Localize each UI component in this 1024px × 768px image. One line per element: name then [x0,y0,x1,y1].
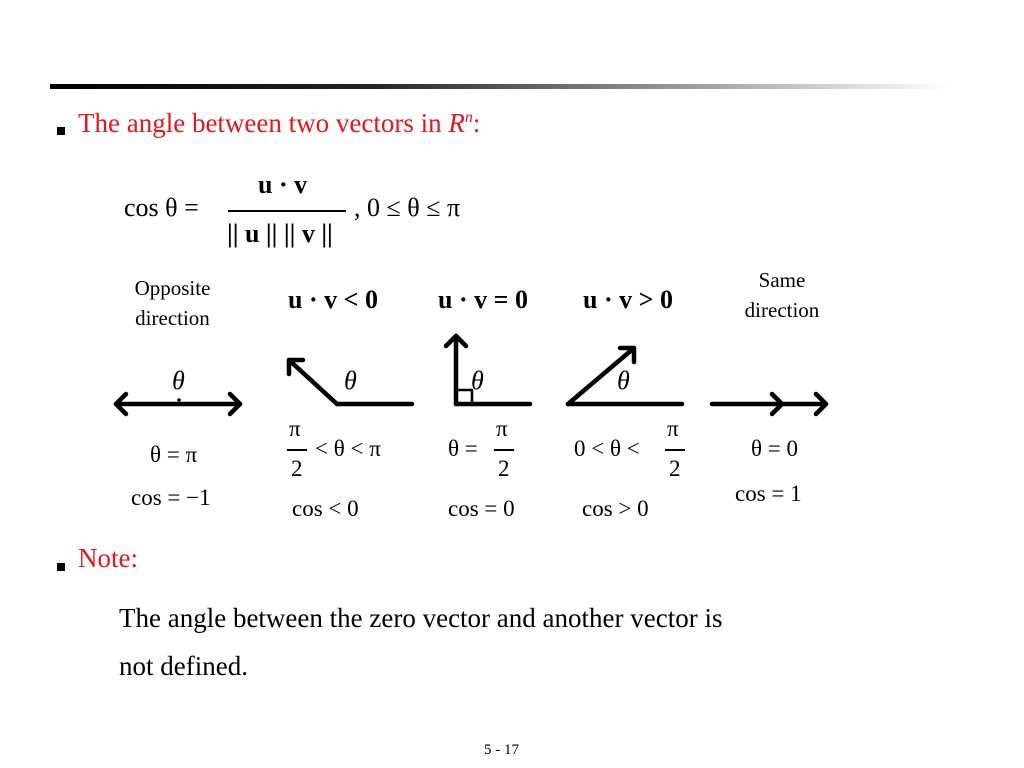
condition-zero: u · v = 0 [438,285,528,314]
obtuse-frac-numerator: π [289,416,301,441]
acute-cos-value: cos > 0 [582,496,649,521]
theta-label-acute: θ [617,366,630,395]
condition-negative: u · v < 0 [288,285,378,314]
same-cos-value: cos = 1 [735,481,802,506]
formula-range: , 0 ≤ θ ≤ π [354,193,461,222]
opposite-cos-value: cos = −1 [131,485,211,510]
acute-frac-bar [665,449,685,451]
bullet-marker [57,563,65,571]
right-cos-value: cos = 0 [448,496,515,521]
acute-angle-range: 0 < θ < [574,436,640,461]
condition-positive: u · v > 0 [583,285,673,314]
acute-frac-denominator: 2 [669,456,681,481]
right-angle-eq: θ = [448,436,478,461]
note-heading: Note: [78,543,138,573]
right-frac-numerator: π [496,416,508,441]
note-line-1: The angle between the zero vector and another vector is [119,603,723,633]
opposite-direction-label: Opposite direction [134,276,211,330]
theta-label-right: θ [471,366,484,395]
obtuse-frac-denominator: 2 [291,456,303,481]
obtuse-cos-value: cos < 0 [292,496,359,521]
cos-formula-left: cos θ = [124,193,199,222]
formula-denominator: || u || || v || [227,219,333,248]
opposite-vectors-icon [116,394,240,414]
right-frac-bar [494,449,514,451]
note-line-2: not defined. [119,651,248,681]
theta-label-opposite: θ [172,366,185,395]
right-frac-denominator: 2 [498,456,510,481]
page-number: 5 - 17 [484,742,519,758]
acute-frac-numerator: π [667,416,679,441]
opposite-angle-value: θ = π [150,442,198,467]
same-direction-label: Same direction [744,268,820,322]
right-angle-icon [446,336,530,404]
obtuse-frac-bar [287,449,307,451]
same-direction-arrow-icon [712,394,826,414]
same-angle-value: θ = 0 [751,436,798,461]
theta-label-obtuse: θ [344,366,357,395]
angle-heading: The angle between two vectors in $R^n$: [78,108,481,138]
formula-numerator: u · v [258,170,308,199]
obtuse-angle-range: < θ < π [315,436,381,461]
